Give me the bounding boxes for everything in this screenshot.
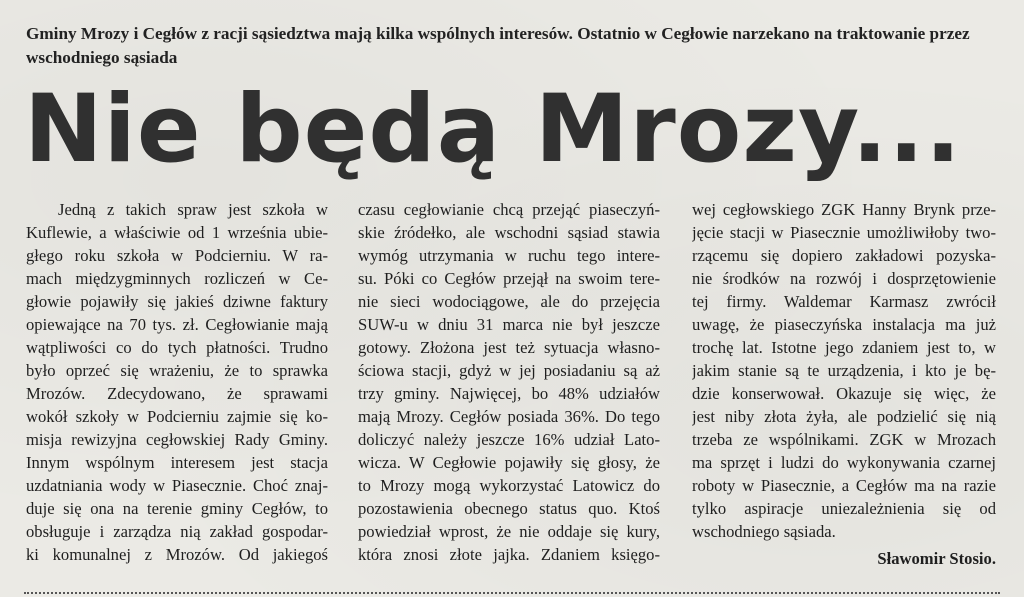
text-line: tej firmy. Waldemar Karmasz zwrócił: [692, 292, 996, 311]
text-line: mach międzygminnych rozliczeń w Ce-: [26, 269, 328, 288]
text-line: głowie pojawiły się jakieś dziwne faktury: [26, 292, 328, 311]
text-line: Mrozów. Zdecydowano, że sprawami: [26, 384, 328, 403]
text-line: nie środków na rozwój i dosprzętowienie: [692, 269, 996, 288]
text-line: Kuflewie, a właściwie od 1 września ubie-: [26, 223, 328, 242]
text-line: wej cegłowskiego ZGK Hanny Brynk prze-: [692, 200, 996, 219]
text-line: dzie konserwował. Okazuje się więc, że: [692, 384, 996, 403]
text-line: wicza. W Cegłowie pojawiły się głosy, że: [358, 453, 660, 472]
text-line: ki komunalnej z Mrozów. Od jakiegoś: [26, 545, 328, 564]
text-line: Jedną z takich spraw jest szkoła w: [58, 200, 328, 219]
text-line: trzeba ze wspólnikami. ZGK w Mrozach: [692, 430, 996, 449]
article-lead: Gminy Mrozy i Cegłów z racji sąsiedztwa mają kilka wspólnych interesów. Ostatnio w Cegłowie narzekano na traktowanie przez wschodniego sąsiada: [26, 24, 970, 67]
text-line: uwagę, że piaseczyńska instalacja ma już: [692, 315, 996, 334]
text-line: ściowa stacji, gdyż w jej posiadaniu są aż: [358, 361, 660, 380]
text-line: obsługuje i zarządza nią zakład gospodar-: [26, 522, 328, 541]
article-author: Sławomir Stosio.: [877, 549, 996, 568]
text-line: było oprzeć się wrażeniu, że to sprawka: [26, 361, 328, 380]
text-line: gotowy. Złożona jest też sytuacja własno-: [358, 338, 660, 357]
text-line: wschodniego sąsiada.: [692, 522, 836, 541]
text-line: która znosi złote jajka. Zdaniem księgo-: [358, 545, 660, 564]
text-line: uzdatniania wody w Piasecznie. Choć znaj-: [26, 476, 328, 495]
text-line: trzy gminy. Najwięcej, bo 48% udziałów: [358, 384, 660, 403]
text-line: głego roku szkoła w Podcierniu. W ra-: [26, 246, 328, 265]
text-line: powiedział wprost, że nie oddaje się kury,: [358, 522, 660, 541]
text-line: wokół szkoły w Podcierniu zajmie się ko-: [26, 407, 328, 426]
article-body: [26, 198, 1000, 588]
text-line: jest niby złota żyła, ale podzielić się nią: [692, 407, 996, 426]
text-line: wątpliwości co do tych płatności. Trudno: [26, 338, 328, 357]
article-column-3: [692, 198, 996, 570]
text-line: SUW-u w dniu 31 marca nie był jeszcze: [358, 315, 660, 334]
text-line: czasu cegłowianie chcą przejąć piaseczyń-: [358, 200, 660, 219]
text-line: wymóg utrzymania w ruchu tego intere-: [358, 246, 660, 265]
text-line: rzącemu się dopiero zakładowi pozyska-: [692, 246, 996, 265]
text-line: trochę lat. Istotne jego zdaniem jest to, w: [692, 338, 996, 357]
text-line: su. Póki co Cegłów przejął na swoim tere-: [358, 269, 660, 288]
article-headline: Nie będą Mrozy...: [24, 75, 962, 184]
article-column-2: [358, 198, 660, 566]
text-line: mają Mrozy. Cegłów posiada 36%. Do tego: [358, 407, 660, 426]
text-line: jęcie stacji w Piasecznie umożliwiłoby two-: [692, 223, 996, 242]
text-line: roboty w Piasecznie, a Cegłów ma na razie: [692, 476, 996, 495]
text-line: doliczyć należy jeszcze 16% udział Lato-: [358, 430, 660, 449]
text-line: to Mrozy mogą wykorzystać Latowicz do: [358, 476, 660, 495]
text-line: opiewające na 70 tys. zł. Cegłowianie mają: [26, 315, 328, 334]
text-line: skie źródełko, ale wschodni sąsiad stawia: [358, 223, 660, 242]
text-line: ma sprzęt i ludzi do wykonywania czarnej: [692, 453, 996, 472]
text-line: duje się ona na terenie gminy Cegłów, to: [26, 499, 328, 518]
text-line: tylko aspiracje uniezależnienia się od: [692, 499, 996, 518]
text-line: jakim stanie są te urządzenia, i kto je bę-: [692, 361, 996, 380]
text-line: Innym wspólnym interesem jest stacja: [26, 453, 328, 472]
text-line: nie sieci wodociągowe, ale do przejęcia: [358, 292, 660, 311]
text-line: misja rewizyjna cegłowskiej Rady Gminy.: [26, 430, 328, 449]
text-line: pozostawienia obecnego status quo. Ktoś: [358, 499, 660, 518]
article-column-1: [26, 198, 328, 566]
bottom-divider: [24, 592, 1000, 594]
